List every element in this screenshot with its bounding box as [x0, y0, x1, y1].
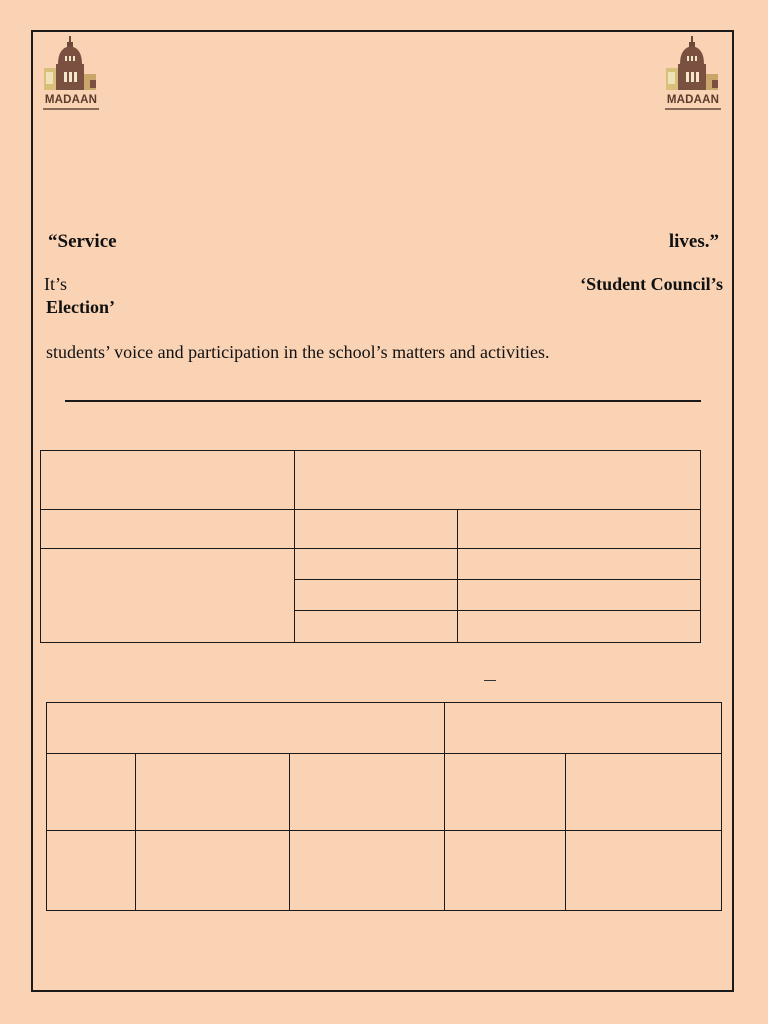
table-cell	[41, 549, 295, 643]
table-cell	[294, 549, 458, 580]
table-cell	[135, 831, 289, 911]
table-row	[41, 451, 701, 510]
table-cell	[294, 611, 458, 643]
intro-start: It’s	[44, 274, 68, 294]
intro-highlight-continued: Election’	[46, 297, 115, 317]
form-table-2	[46, 702, 722, 911]
table-cell	[47, 703, 445, 754]
school-building-icon	[662, 34, 724, 94]
table-row	[41, 549, 701, 580]
intro-body: students’ voice and participation in the school’s matters and activities.	[46, 342, 550, 362]
table-row	[47, 831, 722, 911]
form-table-1	[40, 450, 701, 643]
table-cell	[445, 703, 722, 754]
table-cell	[41, 510, 295, 549]
table-cell	[566, 831, 722, 911]
table-cell	[135, 754, 289, 831]
table-row	[47, 703, 722, 754]
horizontal-rule	[65, 400, 701, 402]
table-cell	[445, 831, 566, 911]
table-row	[41, 510, 701, 549]
table-cell	[458, 580, 701, 611]
logo-subtitle	[665, 108, 721, 110]
table-cell	[458, 510, 701, 549]
table-cell	[294, 580, 458, 611]
school-logo-right	[662, 34, 724, 114]
logo-text: MADAAN	[44, 94, 98, 106]
separator-dash	[484, 680, 496, 681]
logo-subtitle	[43, 108, 99, 110]
table-cell	[289, 831, 445, 911]
quote-end: lives.”	[668, 231, 719, 252]
table-cell	[445, 754, 566, 831]
table-cell	[458, 549, 701, 580]
school-building-icon	[40, 34, 102, 94]
table-cell	[47, 754, 136, 831]
table-cell	[294, 510, 458, 549]
intro-highlight: ‘Student Council’s	[580, 274, 723, 294]
table-cell	[41, 451, 295, 510]
table-cell	[458, 611, 701, 643]
table-cell	[566, 754, 722, 831]
quote-start: “Service	[48, 231, 117, 252]
school-logo-left	[40, 34, 102, 114]
logo-text: MADAAN	[666, 94, 720, 106]
table-cell	[294, 451, 700, 510]
table-row	[47, 754, 722, 831]
table-cell	[47, 831, 136, 911]
table-cell	[289, 754, 445, 831]
